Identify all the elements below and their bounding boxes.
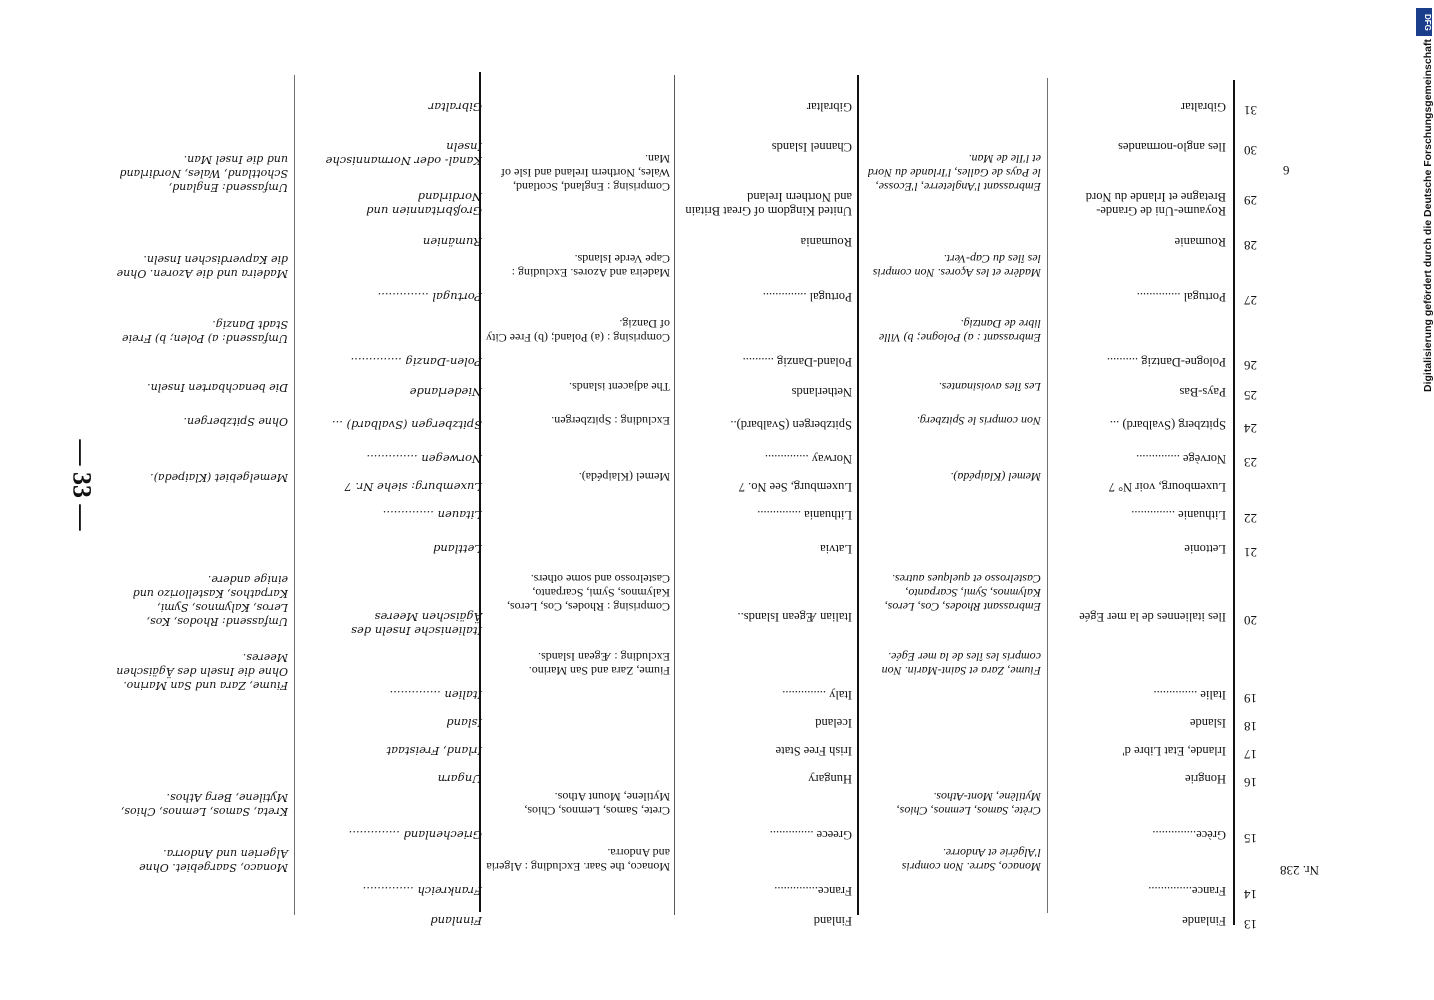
row-number: 15 [1244,831,1257,846]
german-entry: Irland, Freistaat [386,744,482,758]
french-detail: Memel (Klaipéda). [950,470,1041,484]
page-number: — 33 — [67,439,97,531]
german-detail: Umfassend: a) Polen; b) Freie Stadt Danzig. [122,318,288,345]
french-entry: Gibraltar [1180,100,1226,114]
row-number: 17 [1244,747,1257,762]
french-entry: Pologne-Dantzig .......... [1106,355,1226,369]
english-entry: Irish Free State [775,744,852,758]
german-detail: Umfassend: Rhodos, Kos, Leros, Kalymnos, Symi, Karpathos, Kastellorizo und einige andere. [132,573,288,628]
english-detail: Comprising : England, Scotland, Wales, Northern Ireland and Isle of Man. [501,152,670,194]
german-detail: Umfassend: England, Schottland, Wales, Nordirland und die Insel Man. [119,153,288,194]
english-entry: Norway .............. [764,452,852,466]
row-number: 22 [1244,511,1257,526]
row-number: 13 [1244,917,1257,932]
german-entry: Spitzbergen (Svalbard) ... [331,418,482,432]
folio-number: 6 [1283,163,1290,178]
german-entry: Polen-Danzig .............. [350,355,482,369]
english-detail: Crete, Samos, Lemnos, Chios, Mytilene, Mount Athos. [524,790,670,818]
row-number: 26 [1244,358,1257,373]
english-entry: Netherlands [791,385,852,399]
german-entry: Gibraltar [428,100,482,114]
french-entry: Islande [1189,716,1226,730]
french-entry: Lithuanie .............. [1131,508,1226,522]
row-number: 29 [1244,193,1257,208]
german-entry: Rumänien [422,235,482,249]
row-number: 18 [1244,719,1257,734]
english-entry: Poland-Danzig .......... [742,355,852,369]
english-detail: Monaco, the Saar. Excluding : Algeria and Andorra. [486,846,670,874]
row-number: 24 [1244,421,1257,436]
german-entry: Norwegen .............. [366,452,482,466]
row-number: 31 [1244,103,1257,118]
german-detail: Die benachbarten Inseln. [147,381,288,394]
column-rule [857,75,859,915]
english-entry: Italy .............. [782,688,852,702]
german-entry: Griechenland .............. [348,828,482,842]
french-detail: Embrassant Rhodes, Cos, Leros, Kalymnos, Symi, Scarpanto, Castelrosso et quelques autres. [884,572,1041,614]
french-detail: Embrassant : a) Pologne; b) Ville libre de Dantzig. [878,317,1041,345]
english-entry: Lithuania .............. [757,508,852,522]
german-entry: Kanal- oder Normannische Inseln [325,140,482,168]
english-entry: France.............. [774,884,852,898]
german-entry: Litauen .............. [382,508,482,522]
french-entry: Roumanie [1174,235,1226,249]
french-entry: Royaume-Uni de Grande-Bretagne et Irlande du Nord [1085,190,1226,218]
french-entry: Spitzberg (Svalbard) ... [1109,418,1226,432]
english-detail: Comprising : Rhodes, Cos, Leros, Kalymnos, Symi, Scarpanto, Castelrosso and some others. [506,572,670,614]
german-detail: Ohne Spitzbergen. [183,415,288,428]
column-rule [1233,80,1235,925]
english-entry: Hungary [808,772,852,786]
french-entry: Hongrie [1185,772,1226,786]
row-number: 28 [1244,238,1257,253]
french-detail: Crète, Samos, Lemnos, Chios, Mytilène, Mont-Athos. [896,790,1041,818]
french-entry: Lettonie [1184,542,1226,556]
row-number: 14 [1244,887,1257,902]
german-detail: Monaco, Saargebiet. Ohne Algerien und Andorra. [139,847,288,874]
german-entry: Ungarn [437,772,482,786]
french-detail: Les îles avoisinantes. [938,380,1041,394]
row-number: 23 [1244,455,1257,470]
french-entry: Portugal .............. [1136,290,1226,304]
english-entry: Channel Islands [771,140,852,154]
english-entry: Finland [813,914,852,928]
french-entry: Pays-Bas [1179,385,1226,399]
row-number: 25 [1244,388,1257,403]
french-entry: Norvège .............. [1136,452,1226,466]
english-detail: Madeira and Azores. Excluding : Cape Verde Islands. [511,252,670,280]
english-entry: Portugal .............. [762,290,852,304]
english-detail: Excluding : Spitzbergen. [551,414,670,428]
english-entry: Roumania [800,235,852,249]
english-entry: Italian Ægean Islands.. [737,610,852,624]
english-entry: Iceland [815,716,852,730]
french-entry: Finlande [1182,914,1226,928]
digitization-credit: Digitalisierung gefördert durch die Deutsche Forschungsgemeinschaft [1422,39,1434,392]
row-number: 30 [1244,143,1257,158]
row-number: 27 [1244,293,1257,308]
german-detail: Kreta, Samos, Lemnos, Chios, Mytilene, Berg Athos. [120,791,288,818]
english-detail: Memel (Klaipéda). [578,470,670,484]
german-entry: Italien .............. [389,688,482,702]
german-detail: Memelgebiet (Klaipeda). [150,471,288,484]
german-entry: Niederlande [409,385,482,399]
english-entry: Spitzbergen (Svalbard).. [730,418,852,432]
german-detail: Fiume, Zara und San Marino. Ohne die Inseln des Ägäischen Meeres. [116,651,288,692]
german-entry: Island [446,716,482,730]
german-entry: Lettland [433,542,482,556]
french-entry: Luxembourg, voir N° 7 [1108,480,1226,494]
column-rule [674,75,675,915]
french-entry: Iles italiennes de la mer Egée [1079,610,1226,624]
row-number: 20 [1244,613,1257,628]
french-detail: Madère et les Açores. Non compris les îles du Cap-Vert. [872,252,1041,280]
french-entry: Irlande, Etat Libre d' [1122,744,1226,758]
english-entry: Gibraltar [806,100,852,114]
english-entry: Latvia [820,542,852,556]
english-detail: Fiume, Zara and San Marino. Excluding : Ægean Islands. [528,650,670,678]
german-detail: Madeira und die Azoren. Ohne die Kapverdischen Inseln. [116,253,288,280]
french-entry: France.............. [1148,884,1226,898]
dfg-logo: DFG [1416,8,1432,36]
german-entry: Portugal .............. [377,290,482,304]
german-entry: Italienische Inseln des Ägäischen Meeres [351,610,482,638]
german-entry: Luxemburg: siehe Nr. 7 [344,480,482,494]
german-entry: Großbritannien und Nordirland [366,190,482,218]
french-entry: Iles anglo-normandes [1118,140,1226,154]
nr-label: Nr. 238 [1280,863,1319,878]
french-entry: Grèce.............. [1152,828,1226,842]
english-entry: United Kingdom of Great Britain and Northern Ireland [685,190,852,218]
french-detail: Fiume, Zara et Saint-Marin. Non compris les îles de la mer Egée. [881,650,1041,678]
german-entry: Finnland [430,914,482,928]
french-detail: Non compris le Spitzberg. [916,414,1041,428]
english-detail: The adjacent islands. [569,380,670,394]
row-number: 21 [1244,545,1257,560]
french-entry: Italie .............. [1153,688,1226,702]
row-number: 16 [1244,775,1257,790]
german-entry: Frankreich .............. [362,884,482,898]
english-detail: Comprising : (a) Poland; (b) Free City of Danzig. [486,317,670,345]
french-detail: Monaco, Sarre. Non compris l'Algérie et Andorre. [901,846,1041,874]
english-entry: Luxemburg, See No. 7 [738,480,852,494]
row-number: 19 [1244,691,1257,706]
column-rule [294,75,295,915]
column-rule [1047,78,1048,913]
english-entry: Greece .............. [769,828,852,842]
french-detail: Embrassant l'Angleterre, l'Ecosse, le Pays de Galles, l'Irlande du Nord et l'Ile de Man. [867,152,1041,194]
